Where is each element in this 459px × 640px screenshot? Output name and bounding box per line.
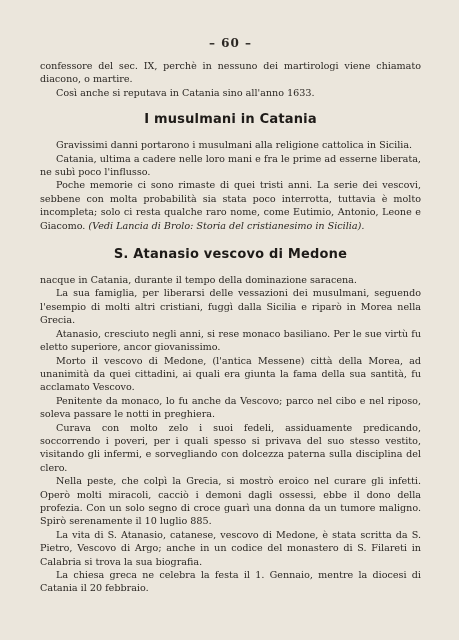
- paragraph: La sua famiglia, per liberarsi delle vessazioni dei musulmani, seguendo l'esempio di molti altri cristiani, fuggì dalla Sicilia e riparò in Morea nella Grecia.: [40, 288, 421, 327]
- paragraph: La chiesa greca ne celebra la festa il 1. Gennaio, mentre la diocesi di Catania il 20 febbraio.: [40, 570, 421, 595]
- paragraph: Catania, ultima a cadere nelle loro mani e fra le prime ad esserne liberata, ne subì poco l'influsso.: [40, 153, 421, 179]
- paragraph: Curava con molto zelo i suoi fedeli, assiduamente predicando, soccorrendo i poveri, per i quali spesso si privava del suo stesso vestito, visitando gli infermi, e sorvegliando con dolcezza paterna sulla disciplina del clero.: [40, 422, 421, 474]
- paragraph: Penitente da monaco, lo fu anche da Vescovo; parco nel cibo e nel riposo, soleva passare le notti in preghiera.: [40, 395, 421, 421]
- paragraph: Nella peste, che colpì la Grecia, si mostrò eroico nel curare gli infetti. Operò molti miracoli, cacciò i demoni dagli ossessi, ebbe il dono della profezia. Con un solo segno di croce guarì una donna da un tumore maligno. Spirò serenamente il 10 luglio 885.: [40, 476, 421, 528]
- section-heading: I musulmani in Catania: [144, 112, 317, 128]
- paragraph: La vita di S. Atanasio, catanese, vescovo di Medone, è stata scritta da S. Pietro, Vescovo di Argo; anche in un codice del monastero di S. Filareti in Calabria si trova la sua biografia.: [40, 529, 421, 568]
- section-heading: S. Atanasio vescovo di Medone: [113, 247, 348, 263]
- paragraph: Così anche si reputava in Catania sino all'anno 1633.: [56, 87, 315, 99]
- paragraph: Atanasio, cresciuto negli anni, si rese monaco basiliano. Per le sue virtù fu eletto superiore, ancor giovanissimo.: [40, 328, 421, 354]
- paragraph: nacque in Catania, durante il tempo della dominazione saracena.: [40, 275, 357, 287]
- paragraph: Gravissimi danni portarono i musulmani alla religione cattolica in Sicilia.: [56, 140, 413, 152]
- paragraph: [40, 179, 421, 233]
- reference-citation: (Vedi Lancia di Brolo: Storia del cristianesimo in Sicilia).: [88, 220, 365, 232]
- page-number: – 60 –: [208, 36, 253, 50]
- paragraph: confessore del sec. IX, perchè in nessuno dei martirologi viene chiamato diacono, o martire.: [40, 61, 421, 86]
- paragraph: Morto il vescovo di Medone, (l'antica Messene) città della Morea, ad unanimità da quei cittadini, ai quali era giunta la fama della sua santità, fu acclamato Vescovo.: [40, 355, 421, 394]
- paragraph-text: Poche memorie ci sono rimaste di quei tristi anni. La serie dei vescovi, sebbene con molta probabilità sia stata poco interrotta, tuttavia è molto incompleta; solo ci resta qualche raro nome, come Eutimio, Antonio, Leone e Giacomo.: [40, 180, 421, 232]
